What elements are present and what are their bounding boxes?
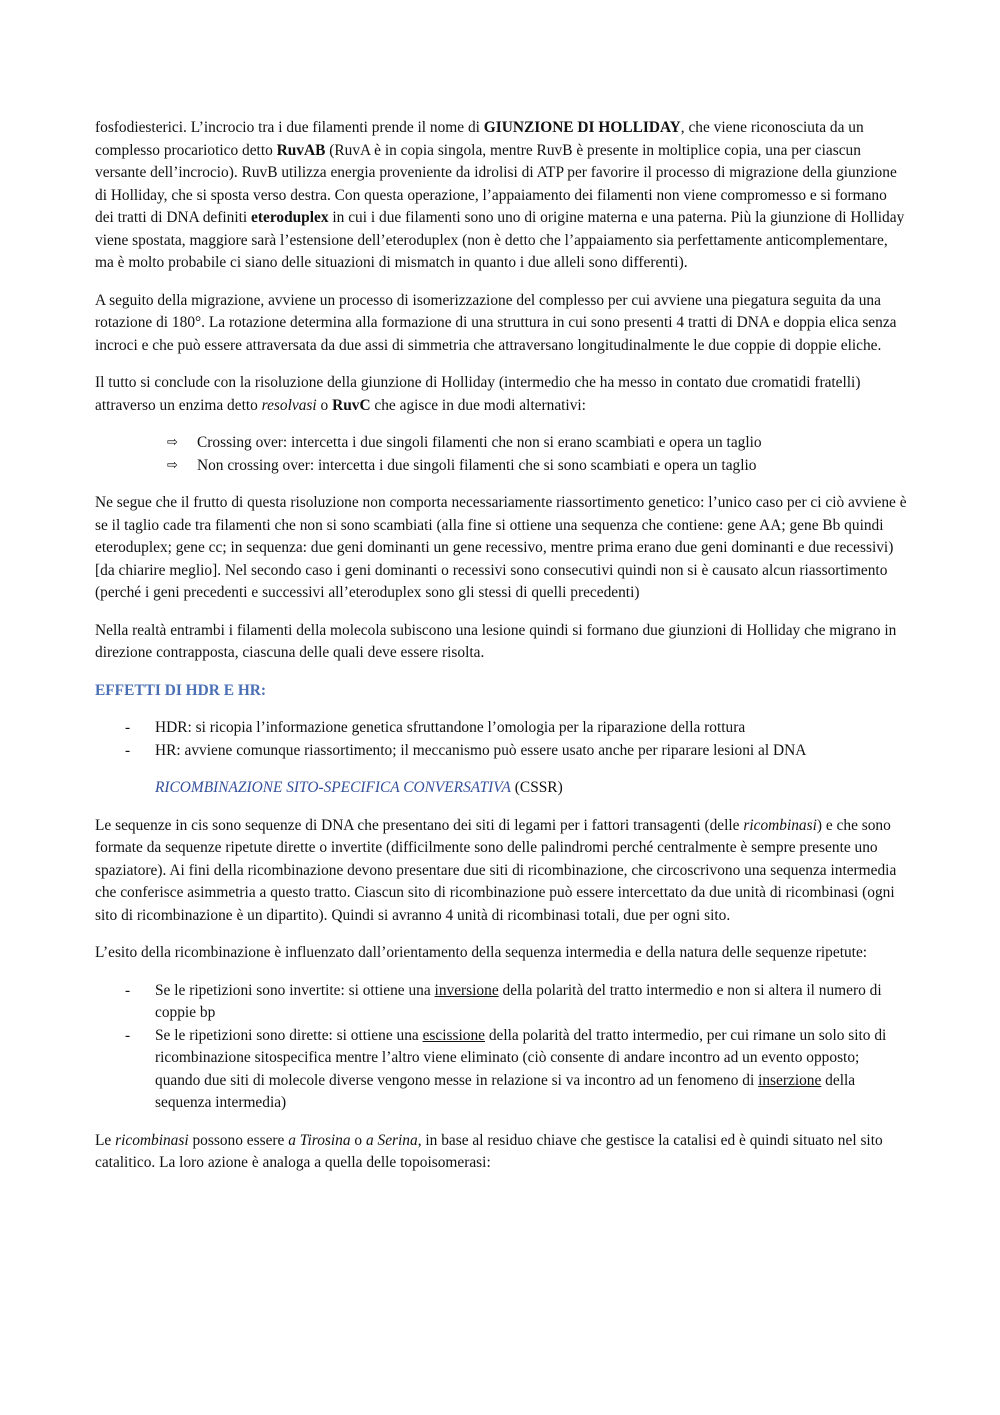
list-item: ⇨ Crossing over: intercetta i due singoli filamenti che non si erano scambiati e opera un taglio (95, 432, 907, 455)
paragraph-consequence: Ne segue che il frutto di questa risoluzione non comporta necessariamente riassortimento genetico: l’unico caso per ci ciò avviene è se il taglio cade tra filamenti che non si sono scambiati (alla fine si ottiene una sequenza che contiene: gene AA; gene Bb quindi eteroduplex; gene cc; in sequenza: due geni dominanti un gene recessivo, mentre prima erano due geni dominanti e due recessivi) [da chiarire meglio]. Nel secondo caso i geni dominanti o recessivi sono consecutivi quindi non si è causato alcun riassortimento (perché i geni precedenti e successivi all’eteroduplex sono gli stessi di quelli precedenti) (95, 494, 907, 601)
list-item: - HR: avviene comunque riassortimento; il meccanismo può essere usato anche per riparare lesioni al DNA (95, 740, 907, 763)
document-page (95, 117, 907, 1190)
term-ricombinasi: ricombinasi (743, 816, 817, 834)
paragraph-outcome: L’esito della ricombinazione è influenzato dall’orientamento della sequenza intermedia e della natura delle sequenze ripetute: (95, 944, 868, 961)
paragraph-cis-sequences (95, 815, 907, 928)
text: che agisce in due modi alternativi: (370, 396, 586, 414)
term-ruvc: RuvC (332, 396, 371, 414)
text: della sequenza intermedia) (155, 1071, 856, 1111)
text: Le (95, 1131, 116, 1149)
text: , in base al residuo chiave che gestisce la catalisi ed è quindi situato nel sito catalitico. La loro azione è analoga a quella delle topoisomerasi: (95, 1131, 883, 1171)
text: o (350, 1131, 366, 1149)
text: Le sequenze in cis sono sequenze di DNA che presentano dei siti di legami per i fattori transagenti (delle (95, 816, 744, 834)
term-eteroduplex: eteroduplex (251, 209, 329, 226)
list-item: - HDR: si ricopia l’informazione genetica sfruttandone l’omologia per la riparazione della rottura (95, 717, 907, 740)
dash-list-repeats (95, 980, 907, 1115)
term-inversione: inversione (434, 981, 499, 999)
section-heading-effects: EFFETTI DI HDR E HR: (95, 681, 267, 699)
list-item (95, 980, 907, 1025)
text: in cui i due filamenti sono uno di origine materna e una paterna. Più la giunzione di Holliday viene spostata, maggiore sarà l’estensione dell’eteroduplex (non è detto che l’appaiamento sia perfettamente anticomplementare, ma è molto probabile ci siano delle situazioni di mismatch in quanto i due alleli sono differenti). (95, 209, 905, 271)
paragraph-isomerization: A seguito della migrazione, avviene un processo di isomerizzazione del complesso per cui avviene una piegatura seguita da una rotazione di 180°. La rotazione determina alla formazione di una struttura in cui sono presenti 4 tratti di DNA e doppia elica senza incroci e che può essere attraversata da due assi di simmetria che attraversano longitudinalmente le due coppie di doppie eliche. (95, 291, 897, 354)
arrow-list (95, 432, 907, 477)
text: , che viene riconosciuta da un complesso procariotico detto (95, 119, 864, 159)
term-escissione: escissione (422, 1026, 485, 1044)
text: fosfodiesterici. L’incrocio tra i due filamenti prende il nome di (95, 119, 484, 136)
section-heading-cssr (155, 777, 907, 800)
term-tirosina: a Tirosina (288, 1131, 351, 1149)
paragraph-holliday-junction (95, 117, 907, 275)
text: (RuvA è in copia singola, mentre RuvB è presente in moltiplice copia, una per ciascun versante dell’incrocio). RuvB utilizza energia proveniente da idrolisi di ATP per favorire il processo di migrazione della giunzione di Holliday, che si sposta verso destra. Con questa operazione, l’appaiamento dei filamenti non viene compromesso e si formano dei tratti di DNA definiti (95, 141, 897, 226)
subheading-title: RICOMBINAZIONE SITO-SPECIFICA CONVERSATIVA (155, 779, 511, 796)
text: Il tutto si conclude con la risoluzione della giunzione di Holliday (intermedio che ha messo in contato due cromatidi fratelli) attraverso un enzima detto (95, 374, 861, 414)
term-ruvab: RuvAB (276, 141, 326, 159)
text: possono essere (188, 1131, 289, 1149)
text: o (316, 396, 333, 414)
term-holliday-junction: GIUNZIONE DI HOLLIDAY (483, 119, 681, 136)
text: della polarità del tratto intermedio, per cui rimane un solo sito di ricombinazione sitospecifica mentre l’altro viene eliminato (ciò consente di andare incontro ad un evento opposto; quando due siti di molecole diverse vengono messe in relazione si va incontro ad un fenomeno di (155, 1026, 887, 1089)
list-item (95, 1025, 907, 1115)
dash-list-effects (95, 717, 907, 762)
text: ) e che sono formate da sequenze ripetute dirette o invertite (difficilmente sono delle palindromi perché centralmente è sempre presente uno spaziatore). Ai fini della ricombinazione devono presentare due siti di ricombinazione, che circoscrivono una sequenza intermedia che conferisce asimmetria a questo tratto. Ciascun sito di ricombinazione può essere intercettato da due unità di ricombinasi (ogni sito di ricombinazione è un dipartito). Quindi si avranno 4 unità di ricombinasi totali, due per ogni sito. (95, 816, 897, 924)
text: Se le ripetizioni sono dirette: si ottiene una (155, 1026, 423, 1044)
text: della polarità del tratto intermedio e non si altera il numero di coppie bp (155, 981, 882, 1021)
term-inserzione: inserzione (758, 1071, 822, 1089)
paragraph-reality: Nella realtà entrambi i filamenti della molecola subiscono una lesione quindi si formano due giunzioni di Holliday che migrano in direzione contrapposta, ciascuna delle quali deve essere risolta. (95, 621, 897, 661)
text: Se le ripetizioni sono invertite: si ottiene una (155, 981, 435, 999)
list-item: ⇨ Non crossing over: intercetta i due singoli filamenti che si sono scambiati e opera un taglio (95, 455, 907, 478)
paragraph-recombinase-types (95, 1130, 907, 1175)
term-resolvasi: resolvasi (261, 396, 317, 414)
subheading-abbr: (CSSR) (510, 779, 563, 796)
paragraph-resolution (95, 372, 907, 417)
term-serina: a Serina (365, 1131, 418, 1149)
term-ricombinasi: ricombinasi (115, 1131, 189, 1149)
